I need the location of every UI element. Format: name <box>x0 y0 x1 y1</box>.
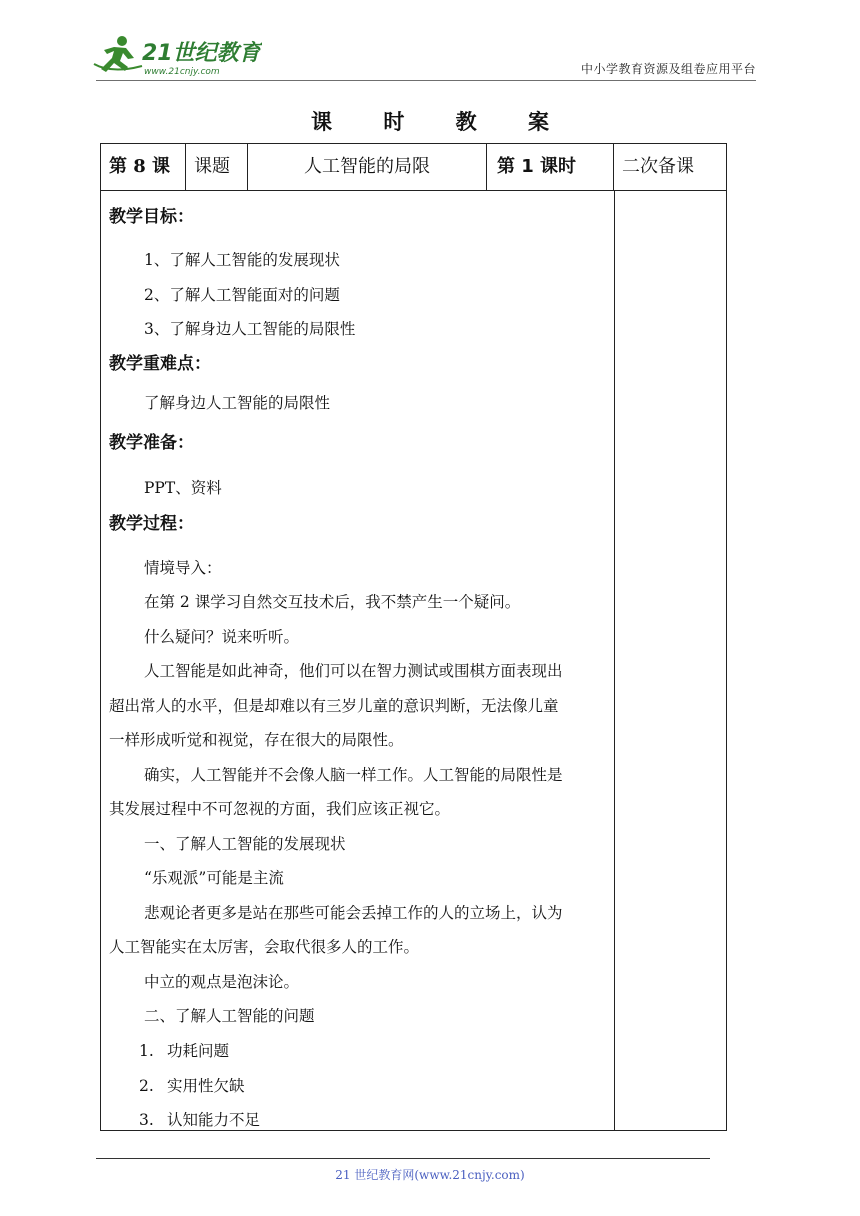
process-heading: 教学过程： <box>109 514 194 534</box>
problem-text: 功耗问题 <box>167 1042 230 1060</box>
process-line: 中立的观点是泡沫论。 <box>144 973 300 991</box>
topic-title: 人工智能的局限 <box>248 144 487 190</box>
process-line: 二、了解人工智能的问题 <box>144 1007 315 1025</box>
process-line: 什么疑问？说来听听。 <box>144 628 300 646</box>
process-line: 在第 2 课学习自然交互技术后，我不禁产生一个疑问。 <box>144 593 521 611</box>
process-line: 超出常人的水平，但是却难以有三岁儿童的意识判断，无法像儿童 <box>109 697 559 715</box>
runner-logo-icon <box>92 34 262 78</box>
goal-item: 2、了解人工智能面对的问题 <box>144 286 340 304</box>
header-divider <box>96 80 756 81</box>
problem-number: 3. <box>139 1111 154 1129</box>
problem-number: 1. <box>139 1042 154 1060</box>
header-tagline: 中小学教育资源及组卷应用平台 <box>580 62 756 76</box>
process-line: 人工智能是如此神奇，他们可以在智力测试或围棋方面表现出 <box>144 662 563 680</box>
preparation-text: PPT、资料 <box>144 479 222 497</box>
topic-label: 课题 <box>186 144 248 190</box>
problem-item <box>139 1108 260 1130</box>
logo-url: www.21cnjy.com <box>144 67 220 77</box>
problem-item <box>139 1039 229 1061</box>
preparation-heading: 教学准备： <box>109 433 194 453</box>
second-prep-label: 二次备课 <box>622 156 694 177</box>
process-line: 悲观论者更多是站在那些可能会丢掉工作的人的立场上，认为 <box>144 904 563 922</box>
problem-number: 2. <box>139 1077 154 1095</box>
problem-text: 实用性欠缺 <box>167 1077 245 1095</box>
process-line: 情境导入： <box>144 559 222 577</box>
table-header-row <box>101 144 726 191</box>
problem-text: 认知能力不足 <box>167 1111 261 1129</box>
process-line: 人工智能实在太厉害，会取代很多人的工作。 <box>109 938 420 956</box>
period-count: 第 1 课时 <box>487 144 614 190</box>
logo-text: 21世纪教育 <box>142 41 261 66</box>
problem-item <box>139 1074 245 1096</box>
lesson-plan-table <box>100 143 727 1131</box>
process-line: “乐观派”可能是主流 <box>144 869 284 887</box>
site-logo <box>92 34 262 78</box>
lesson-content <box>101 190 614 1130</box>
goal-item: 3、了解身边人工智能的局限性 <box>144 320 356 338</box>
column-divider <box>614 190 615 1130</box>
footer-divider <box>96 1158 710 1159</box>
document-title: 课 时 教 案 <box>311 110 571 134</box>
key-point: 了解身边人工智能的局限性 <box>144 394 331 412</box>
process-line: 一、了解人工智能的发展现状 <box>144 835 346 853</box>
process-line: 其发展过程中不可忽视的方面，我们应该正视它。 <box>109 800 451 818</box>
goals-heading: 教学目标： <box>109 207 194 227</box>
process-line: 一样形成听觉和视觉，存在很大的局限性。 <box>109 731 404 749</box>
lesson-number: 第 8 课 <box>101 144 186 190</box>
process-line: 确实，人工智能并不会像人脑一样工作。人工智能的局限性是 <box>144 766 563 784</box>
key-points-heading: 教学重难点： <box>109 354 211 374</box>
goal-item: 1、了解人工智能的发展现状 <box>144 251 340 269</box>
footer-text: 21 世纪教育网(www.21cnjy.com) <box>335 1168 525 1182</box>
